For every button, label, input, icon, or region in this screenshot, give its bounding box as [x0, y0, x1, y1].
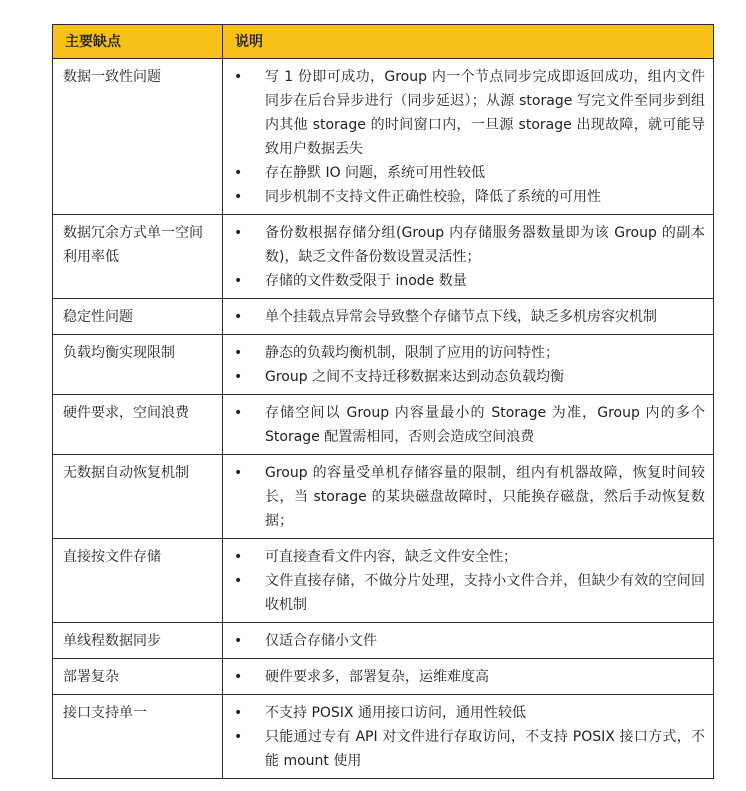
table-row: [53, 395, 714, 455]
description-cell: [223, 299, 714, 335]
issue-cell: 稳定性问题: [53, 299, 223, 335]
issue-cell: 单线程数据同步: [53, 623, 223, 659]
description-text: 存在静默 IO 问题，系统可用性较低: [265, 165, 486, 181]
description-list-item: [233, 569, 705, 617]
description-text: 同步机制不支持文件正确性校验，降低了系统的可用性: [265, 189, 601, 205]
description-text: 单个挂载点异常会导致整个存储节点下线，缺乏多机房容灾机制: [265, 309, 657, 325]
description-list-item: [233, 185, 705, 209]
bullet-icon: •: [234, 705, 243, 721]
description-list-item: [233, 269, 705, 293]
description-list-item: [233, 221, 705, 269]
bullet-icon: •: [234, 669, 243, 685]
description-cell: [223, 623, 714, 659]
description-list: [233, 629, 705, 653]
table-row: [53, 335, 714, 395]
description-text: 硬件要求多，部署复杂，运维难度高: [265, 669, 489, 685]
description-list: [233, 305, 705, 329]
bullet-icon: •: [234, 573, 243, 589]
description-list-item: [233, 665, 705, 689]
description-cell: [223, 455, 714, 539]
table-row: [53, 215, 714, 299]
description-text: 不支持 POSIX 通用接口访问，通用性较低: [265, 705, 526, 721]
table-row: [53, 695, 714, 779]
description-list: [233, 665, 705, 689]
description-list-item: [233, 401, 705, 449]
description-cell: [223, 395, 714, 455]
table-row: [53, 59, 714, 215]
header-description: 说明: [223, 25, 714, 59]
description-list: [233, 65, 705, 209]
bullet-icon: •: [234, 369, 243, 385]
description-text: 备份数根据存储分组(Group 内存储服务器数量即为该 Group 的副本数)，缺乏文件备份数设置灵活性；: [265, 225, 705, 265]
issue-cell: 无数据自动恢复机制: [53, 455, 223, 539]
bullet-icon: •: [234, 189, 243, 205]
description-text: 仅适合存储小文件: [265, 633, 377, 649]
description-cell: [223, 215, 714, 299]
description-list-item: [233, 365, 705, 389]
bullet-icon: •: [234, 405, 243, 421]
description-text: 静态的负载均衡机制，限制了应用的访问特性；: [265, 345, 559, 361]
description-list-item: [233, 629, 705, 653]
description-list-item: [233, 305, 705, 329]
table-row: [53, 623, 714, 659]
description-list-item: [233, 341, 705, 365]
description-list-item: [233, 161, 705, 185]
comparison-table-container: [52, 24, 713, 779]
table-row: [53, 299, 714, 335]
description-text: 文件直接存储，不做分片处理，支持小文件合并，但缺少有效的空间回收机制: [265, 573, 705, 613]
description-text: 存储空间以 Group 内容量最小的 Storage 为准，Group 内的多个 Storage 配置需相同，否则会造成空间浪费: [265, 405, 705, 445]
description-list: [233, 221, 705, 293]
description-text: 可直接查看文件内容，缺乏文件安全性；: [265, 549, 517, 565]
table-body: [53, 59, 714, 779]
description-list: [233, 461, 705, 533]
issue-cell: 数据一致性问题: [53, 59, 223, 215]
bullet-icon: •: [234, 165, 243, 181]
issue-cell: 接口支持单一: [53, 695, 223, 779]
issue-cell: 数据冗余方式单一空间利用率低: [53, 215, 223, 299]
description-cell: [223, 659, 714, 695]
description-list-item: [233, 725, 705, 773]
description-text: Group 的容量受单机存储容量的限制，组内有机器故障，恢复时间较长，当 storage 的某块磁盘故障时，只能换存磁盘，然后手动恢复数据；: [265, 465, 705, 529]
description-text: Group 之间不支持迁移数据来达到动态负载均衡: [265, 369, 565, 385]
description-list: [233, 545, 705, 617]
bullet-icon: •: [234, 225, 243, 241]
issue-cell: 负载均衡实现限制: [53, 335, 223, 395]
table-row: [53, 659, 714, 695]
bullet-icon: •: [234, 69, 243, 85]
bullet-icon: •: [234, 345, 243, 361]
description-text: 存储的文件数受限于 inode 数量: [265, 273, 467, 289]
table-header-row: [53, 25, 714, 59]
header-main-disadvantage: 主要缺点: [53, 25, 223, 59]
issue-cell: 部署复杂: [53, 659, 223, 695]
description-cell: [223, 335, 714, 395]
bullet-icon: •: [234, 309, 243, 325]
description-cell: [223, 695, 714, 779]
description-text: 只能通过专有 API 对文件进行存取访问，不支持 POSIX 接口方式，不能 mount 使用: [265, 729, 705, 769]
issue-cell: 直接按文件存储: [53, 539, 223, 623]
bullet-icon: •: [234, 465, 243, 481]
issue-cell: 硬件要求，空间浪费: [53, 395, 223, 455]
description-list: [233, 341, 705, 389]
bullet-icon: •: [234, 633, 243, 649]
bullet-icon: •: [234, 273, 243, 289]
description-list-item: [233, 701, 705, 725]
description-cell: [223, 59, 714, 215]
bullet-icon: •: [234, 729, 243, 745]
description-list-item: [233, 65, 705, 161]
disadvantages-table: [52, 24, 714, 779]
description-list: [233, 701, 705, 773]
description-list-item: [233, 545, 705, 569]
bullet-icon: •: [234, 549, 243, 565]
table-row: [53, 455, 714, 539]
table-row: [53, 539, 714, 623]
description-cell: [223, 539, 714, 623]
description-text: 写 1 份即可成功，Group 内一个节点同步完成即返回成功，组内文件同步在后台异步进行（同步延迟）；从源 storage 写完文件至同步到组内其他 storage 的时间窗口内，一旦源 storage 出现故障，就可能导致用户数据丢失: [265, 69, 705, 157]
description-list-item: [233, 461, 705, 533]
description-list: [233, 401, 705, 449]
